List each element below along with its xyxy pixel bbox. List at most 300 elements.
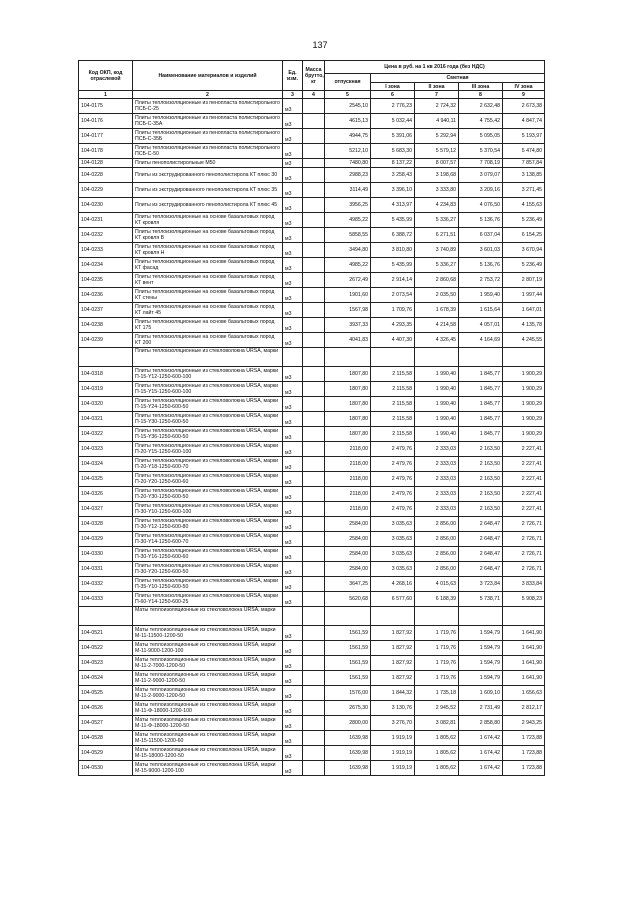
cell-z1: 1 919,19 [371,761,415,776]
cell-z3: 2 858,80 [459,716,503,731]
cell-code [79,607,133,626]
table-row [79,472,545,487]
cell-z3: 1 845,77 [459,412,503,427]
cell-release: 1807,80 [325,427,371,442]
cell-mass [303,427,325,442]
cell-z1: 2 115,58 [371,427,415,442]
cell-z3: 2 163,50 [459,442,503,457]
cell-release: 1807,80 [325,412,371,427]
cell-z3: 1 594,79 [459,641,503,656]
cell-name: Маты теплоизоляционные из стекловолокна URSA, марки М-15-18000-1200-50 [133,746,283,761]
cell-release: 2118,00 [325,442,371,457]
table-row [79,532,545,547]
cell-unit: м3 [283,532,303,547]
cell-z1: 3 258,43 [371,168,415,183]
cell-unit: м3 [283,686,303,701]
cell-z4: 1 900,29 [503,367,545,382]
cell-unit: м3 [283,144,303,159]
cell-release: 1807,80 [325,367,371,382]
cell-z1: 4 313,97 [371,198,415,213]
cell-z2: 2 856,00 [415,517,459,532]
cell-mass [303,502,325,517]
cell-z3: 1 674,42 [459,731,503,746]
table-row [79,114,545,129]
cell-unit: м3 [283,273,303,288]
cell-code: 104-0321 [79,412,133,427]
cell-mass [303,761,325,776]
cell-mass [303,348,325,367]
cell-unit: м3 [283,412,303,427]
cell-code: 104-0329 [79,532,133,547]
cell-mass [303,273,325,288]
cell-code: 104-0522 [79,641,133,656]
cell-release: 2584,00 [325,517,371,532]
cell-code [79,348,133,367]
cell-code: 104-0230 [79,198,133,213]
cell-z1: 3 810,80 [371,243,415,258]
cell-unit: м3 [283,562,303,577]
cell-code: 104-0233 [79,243,133,258]
table-row [79,761,545,776]
cell-release: 2584,00 [325,562,371,577]
cell-unit: м3 [283,213,303,228]
col-number: 7 [415,91,459,99]
cell-release: 1639,98 [325,731,371,746]
cell-name: Плиты из экструдированного пенополистирола КТ плюс 30 [133,168,283,183]
cell-code: 104-0521 [79,626,133,641]
cell-z3: 1 845,77 [459,397,503,412]
cell-z2 [415,607,459,626]
cell-release: 2118,00 [325,472,371,487]
cell-z3: 1 594,79 [459,671,503,686]
header-unit: Ед. изм. [283,61,303,91]
cell-unit: м3 [283,318,303,333]
cell-z4: 1 723,88 [503,731,545,746]
cell-z4: 1 656,63 [503,686,545,701]
cell-name: Плиты из экструдированного пенополистирола КТ плюс 35 [133,183,283,198]
cell-z1: 2 479,76 [371,442,415,457]
cell-name: Плиты теплоизоляционные из стекловолокна URSA, марки П-20-Y18-1250-600-70 [133,457,283,472]
cell-z3: 1 615,64 [459,303,503,318]
price-table-wrapper [78,60,544,776]
cell-z3: 3 209,16 [459,183,503,198]
cell-release: 2118,00 [325,457,371,472]
cell-release: 1639,98 [325,761,371,776]
cell-mass [303,243,325,258]
cell-release: 1901,60 [325,288,371,303]
cell-z3: 1 845,77 [459,367,503,382]
cell-z3: 2 163,50 [459,487,503,502]
cell-z2: 2 035,50 [415,288,459,303]
cell-code: 104-0330 [79,547,133,562]
cell-z4: 4 847,74 [503,114,545,129]
cell-code: 104-0177 [79,129,133,144]
cell-unit: м3 [283,168,303,183]
cell-release: 3956,25 [325,198,371,213]
cell-z4 [503,607,545,626]
cell-code: 104-0526 [79,701,133,716]
cell-z1: 1 827,92 [371,671,415,686]
cell-name: Плиты из экструдированного пенополистирола КТ плюс 45 [133,198,283,213]
cell-z3: 1 609,10 [459,686,503,701]
cell-code: 104-0229 [79,183,133,198]
cell-mass [303,686,325,701]
col-number: 1 [79,91,133,99]
cell-unit: м3 [283,228,303,243]
cell-z3: 1 959,40 [459,288,503,303]
cell-unit: м3 [283,671,303,686]
cell-name: Плиты теплоизоляционные из пенопласта полистирольного ПСБ-С-35А [133,114,283,129]
table-row [79,228,545,243]
cell-code: 104-0325 [79,472,133,487]
table-row [79,129,545,144]
cell-z2: 4 214,58 [415,318,459,333]
cell-z4: 1 723,88 [503,746,545,761]
cell-release: 3114,49 [325,183,371,198]
page-number: 137 [312,40,328,50]
cell-code: 104-0234 [79,258,133,273]
cell-unit: м3 [283,129,303,144]
cell-code: 104-0228 [79,168,133,183]
cell-mass [303,397,325,412]
table-row [79,656,545,671]
cell-z4: 2 227,41 [503,487,545,502]
cell-z4: 2 726,71 [503,562,545,577]
cell-code: 104-0331 [79,562,133,577]
cell-z3: 1 594,79 [459,656,503,671]
cell-z2: 2 856,00 [415,532,459,547]
header-estimate: Сметная [371,74,545,83]
cell-release: 2584,00 [325,532,371,547]
cell-z2: 2 333,03 [415,487,459,502]
cell-z2: 1 805,62 [415,746,459,761]
cell-mass [303,213,325,228]
cell-z1: 3 130,76 [371,701,415,716]
cell-name: Маты теплоизоляционные из стекловолокна URSA, марки М-11-2-7000-1200-50 [133,656,283,671]
cell-mass [303,577,325,592]
cell-z4: 2 227,41 [503,442,545,457]
cell-release: 3494,80 [325,243,371,258]
cell-z2: 6 271,51 [415,228,459,243]
cell-unit: м3 [283,547,303,562]
cell-code: 104-0235 [79,273,133,288]
cell-name: Плиты теплоизоляционные на основе базальтовых пород КТ кровля В [133,228,283,243]
cell-release: 5212,10 [325,144,371,159]
cell-mass [303,472,325,487]
table-row [79,382,545,397]
cell-z2: 1 990,40 [415,367,459,382]
cell-z1: 2 479,76 [371,487,415,502]
cell-z1: 1 827,92 [371,641,415,656]
cell-name: Плиты теплоизоляционные из стекловолокна URSA, марки П-20-Y20-1250-600-60 [133,472,283,487]
cell-name: Маты теплоизоляционные из стекловолокна URSA, марки М-11-2-9000-1200-50 [133,686,283,701]
cell-code: 104-0529 [79,746,133,761]
cell-unit: м3 [283,333,303,348]
cell-name: Плиты теплоизоляционные из пенопласта полистирольного ПСБ-С-50 [133,144,283,159]
cell-z3: 4 057,01 [459,318,503,333]
cell-mass [303,731,325,746]
cell-name: Плиты теплоизоляционные из пенопласта полистирольного ПСБ-С-35Б [133,129,283,144]
cell-z2: 4 940,11 [415,114,459,129]
cell-code: 104-0239 [79,333,133,348]
cell-z1: 2 479,76 [371,472,415,487]
cell-name: Плиты теплоизоляционные из стекловолокна URSA, марки П-35-Y10-1250-600-50 [133,577,283,592]
cell-z4: 1 647,01 [503,303,545,318]
cell-z3: 3 723,84 [459,577,503,592]
cell-z4: 3 833,84 [503,577,545,592]
cell-code: 104-0523 [79,656,133,671]
cell-mass [303,641,325,656]
table-row [79,303,545,318]
cell-z3 [459,348,503,367]
cell-z4: 2 726,71 [503,517,545,532]
cell-z4 [503,348,545,367]
cell-code: 104-0231 [79,213,133,228]
cell-mass [303,258,325,273]
cell-z1: 8 137,22 [371,159,415,168]
cell-unit: м3 [283,487,303,502]
table-row [79,746,545,761]
cell-z1: 4 268,16 [371,577,415,592]
cell-name: Плиты теплоизоляционные на основе базальтовых пород КТ вент [133,273,283,288]
cell-release: 4985,22 [325,258,371,273]
cell-mass [303,457,325,472]
cell-z1: 5 391,06 [371,129,415,144]
cell-z2: 1 990,40 [415,412,459,427]
table-row [79,273,545,288]
cell-name: Плиты теплоизоляционные на основе базальтовых пород КТ кровля Н [133,243,283,258]
cell-z2: 2 333,03 [415,472,459,487]
cell-z4: 2 943,25 [503,716,545,731]
cell-name: Плиты теплоизоляционные из стекловолокна URSA, марки П-30-Y14-1250-600-70 [133,532,283,547]
cell-z3: 3 079,07 [459,168,503,183]
cell-name: Плиты теплоизоляционные из стекловолокна URSA, марки П-30-Y10-1250-600-100 [133,502,283,517]
cell-code: 104-0175 [79,99,133,114]
cell-code: 104-0527 [79,716,133,731]
cell-name: Плиты теплоизоляционные на основе базальтовых пород КТ лайт 45 [133,303,283,318]
group-header-row [79,607,545,626]
cell-name: Плиты теплоизоляционные из стекловолокна URSA, марки П-30-Y12-1250-600-80 [133,517,283,532]
cell-release: 2800,00 [325,716,371,731]
cell-z3: 5 370,54 [459,144,503,159]
cell-z4: 2 227,41 [503,502,545,517]
cell-z1: 6 577,60 [371,592,415,607]
cell-unit: м3 [283,442,303,457]
cell-name: Плиты теплоизоляционные из стекловолокна URSA, марки П-60-Y14-1250-600-25 [133,592,283,607]
cell-z1: 2 914,14 [371,273,415,288]
cell-z3: 2 632,48 [459,99,503,114]
header-zone-2: II зона [415,83,459,91]
table-row [79,198,545,213]
cell-code: 104-0332 [79,577,133,592]
cell-z1: 1 844,32 [371,686,415,701]
cell-z4: 3 271,45 [503,183,545,198]
cell-z3: 5 095,05 [459,129,503,144]
cell-release: 1807,80 [325,382,371,397]
cell-name: Плиты теплоизоляционные на основе базальтовых пород КТ 200 [133,333,283,348]
cell-code: 104-0328 [79,517,133,532]
cell-z1: 2 073,54 [371,288,415,303]
cell-mass [303,746,325,761]
cell-name: Плиты теплоизоляционные из стекловолокна URSA, марки П-15-Y15-1250-600-100 [133,382,283,397]
header-price: Цена в руб. на 1 кв 2016 года (без НДС) [325,61,545,74]
cell-release: 4041,83 [325,333,371,348]
cell-unit: м3 [283,243,303,258]
cell-z2: 3 740,89 [415,243,459,258]
table-row [79,671,545,686]
cell-z3: 4 755,42 [459,114,503,129]
cell-z4: 3 138,85 [503,168,545,183]
cell-z2: 2 333,03 [415,502,459,517]
cell-z1: 5 683,30 [371,144,415,159]
cell-release: 1639,98 [325,746,371,761]
cell-mass [303,367,325,382]
cell-z4: 2 227,41 [503,457,545,472]
cell-z4: 1 900,29 [503,397,545,412]
cell-mass [303,592,325,607]
cell-unit: м3 [283,457,303,472]
cell-z3: 4 164,69 [459,333,503,348]
col-number: 3 [283,91,303,99]
cell-name: Плиты теплоизоляционные из стекловолокна URSA, марки П-15-Y12-1250-600-100 [133,367,283,382]
table-row [79,547,545,562]
col-number: 9 [503,91,545,99]
cell-unit: м3 [283,382,303,397]
cell-z2: 2 724,32 [415,99,459,114]
cell-z2: 5 336,27 [415,258,459,273]
cell-unit: м3 [283,198,303,213]
cell-unit: м3 [283,517,303,532]
table-row [79,258,545,273]
cell-z1: 2 479,76 [371,457,415,472]
cell-unit: м3 [283,367,303,382]
cell-z4: 2 726,71 [503,532,545,547]
cell-code: 104-0324 [79,457,133,472]
cell-release [325,607,371,626]
cell-release: 1561,59 [325,671,371,686]
cell-z1: 5 435,99 [371,213,415,228]
cell-name: Плиты теплоизоляционные из стекловолокна URSA, марки П-15-Y30-1250-600-50 [133,412,283,427]
cell-unit: м3 [283,577,303,592]
cell-unit: м3 [283,114,303,129]
col-number: 8 [459,91,503,99]
table-row [79,367,545,382]
cell-z3: 5 136,76 [459,213,503,228]
cell-z4: 1 900,29 [503,382,545,397]
cell-code: 104-0128 [79,159,133,168]
cell-z3: 5 738,71 [459,592,503,607]
cell-z2: 4 015,63 [415,577,459,592]
cell-z1: 2 115,58 [371,412,415,427]
cell-mass [303,129,325,144]
cell-name: Маты теплоизоляционные из стекловолокна URSA, марки М-11-2-9000-1200-50 [133,671,283,686]
cell-code: 104-0319 [79,382,133,397]
cell-z2: 1 735,18 [415,686,459,701]
cell-z1: 3 035,63 [371,562,415,577]
cell-z1 [371,607,415,626]
cell-z1: 3 276,70 [371,716,415,731]
cell-code: 104-0232 [79,228,133,243]
cell-z2: 1 990,40 [415,427,459,442]
cell-z1: 3 035,63 [371,547,415,562]
cell-z3: 2 731,49 [459,701,503,716]
cell-z2: 2 860,68 [415,273,459,288]
cell-z4: 1 997,44 [503,288,545,303]
cell-z2: 3 333,80 [415,183,459,198]
cell-z3: 2 163,50 [459,472,503,487]
table-row [79,457,545,472]
header-zone-1: I зона [371,83,415,91]
cell-unit: м3 [283,626,303,641]
header-mass: Масса брутто, кг [303,61,325,91]
cell-z2: 2 945,52 [415,701,459,716]
cell-z4: 2 807,19 [503,273,545,288]
cell-z1: 1 827,92 [371,656,415,671]
cell-mass [303,168,325,183]
cell-release: 3937,33 [325,318,371,333]
cell-name: Плиты теплоизоляционные на основе базальтовых пород КТ фасад [133,258,283,273]
cell-z1: 2 115,58 [371,382,415,397]
cell-z3: 2 163,50 [459,502,503,517]
cell-code: 104-0320 [79,397,133,412]
cell-name: Плиты теплоизоляционные из стекловолокна URSA, марки П-15-Y36-1250-600-50 [133,427,283,442]
cell-mass [303,656,325,671]
cell-z1: 4 293,35 [371,318,415,333]
cell-z3 [459,607,503,626]
cell-z1: 2 776,23 [371,99,415,114]
cell-mass [303,562,325,577]
cell-code: 104-0237 [79,303,133,318]
cell-name: Плиты теплоизоляционные на основе базальтовых пород КТ стены [133,288,283,303]
cell-z2: 1 990,40 [415,382,459,397]
cell-z3: 2 648,47 [459,547,503,562]
cell-unit: м3 [283,716,303,731]
cell-mass [303,626,325,641]
cell-mass [303,487,325,502]
cell-z4: 5 474,80 [503,144,545,159]
cell-mass [303,701,325,716]
cell-unit: м3 [283,258,303,273]
cell-release: 2584,00 [325,547,371,562]
cell-mass [303,547,325,562]
cell-z3: 1 845,77 [459,382,503,397]
cell-unit: м3 [283,159,303,168]
table-row [79,626,545,641]
cell-release: 4944,75 [325,129,371,144]
cell-z2: 1 678,39 [415,303,459,318]
cell-unit: м3 [283,761,303,776]
cell-mass [303,442,325,457]
cell-z4: 1 723,88 [503,761,545,776]
cell-code: 104-0524 [79,671,133,686]
cell-name: Маты теплоизоляционные из стекловолокна URSA, марки М-11-11500-1200-50 [133,626,283,641]
cell-release: 2118,00 [325,487,371,502]
table-row [79,168,545,183]
table-row [79,183,545,198]
cell-z2: 1 719,76 [415,671,459,686]
cell-z2: 6 188,39 [415,592,459,607]
cell-z3: 7 708,19 [459,159,503,168]
table-row [79,716,545,731]
cell-mass [303,228,325,243]
cell-z4: 2 673,38 [503,99,545,114]
cell-z4: 1 641,90 [503,641,545,656]
col-number: 5 [325,91,371,99]
cell-name: Маты теплоизоляционные из стекловолокна URSA, марки М-15-9000-1200-100 [133,761,283,776]
cell-code: 104-0530 [79,761,133,776]
cell-z1: 2 479,76 [371,502,415,517]
cell-unit [283,348,303,367]
